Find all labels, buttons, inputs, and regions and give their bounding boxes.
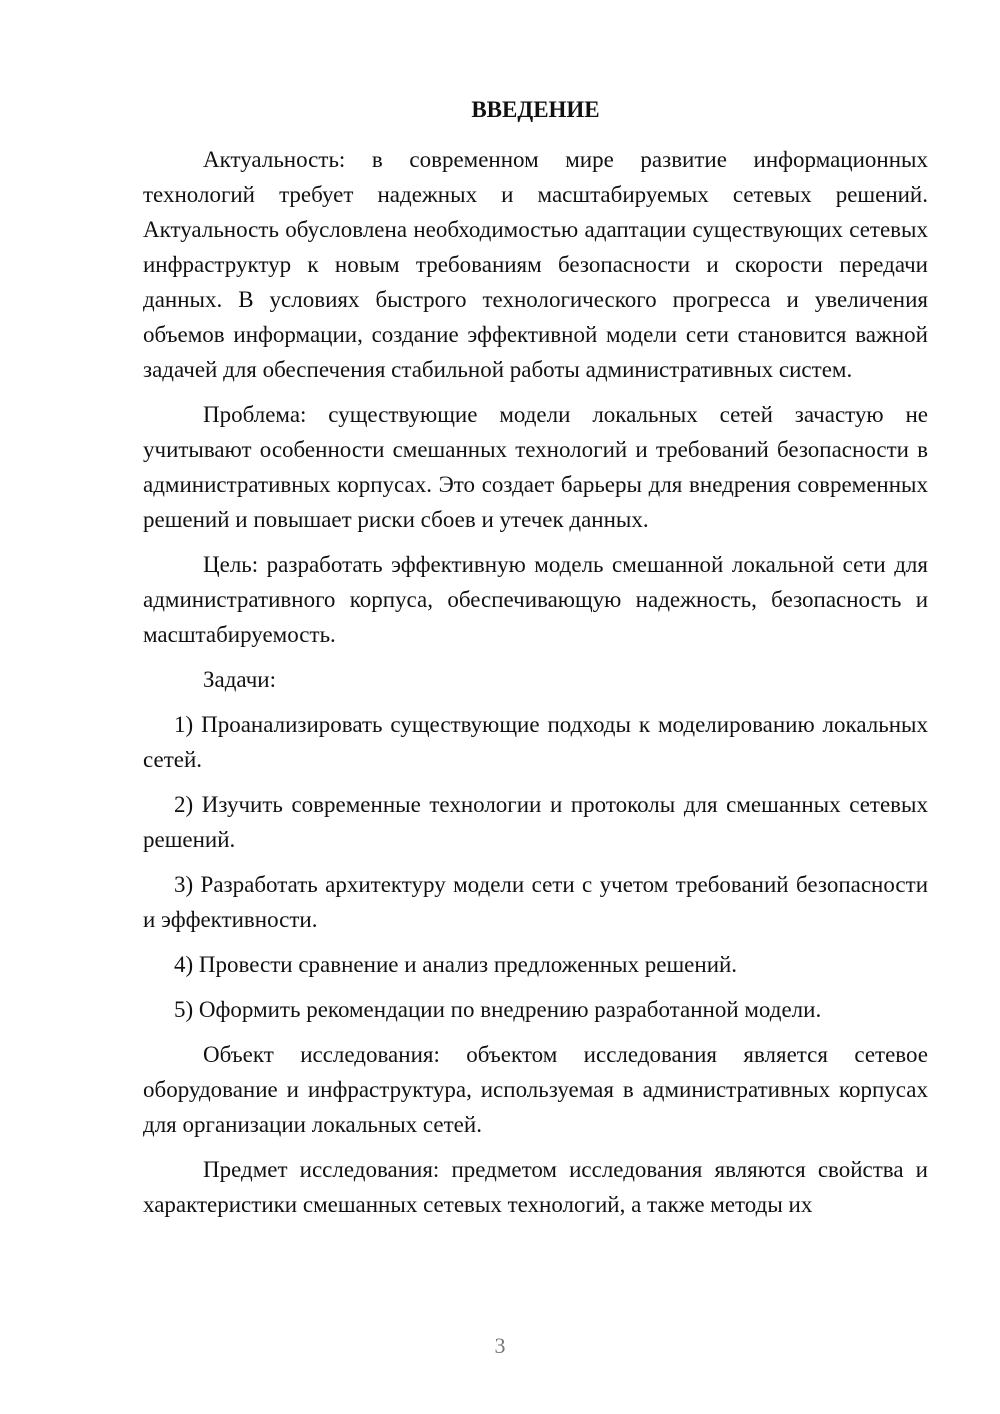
section-title: ВВЕДЕНИЕ — [471, 97, 600, 122]
document-body — [143, 94, 928, 1232]
goal-paragraph: Цель: разработать эффективную модель смешанной локальной сети для административного корпуса, обеспечивающую надежность, безопасность и масштабируемость. — [143, 552, 928, 647]
task-item-2: 2) Изучить современные технологии и протоколы для смешанных сетевых решений. — [143, 792, 928, 852]
subject-paragraph: Предмет исследования: предметом исследования являются свойства и характеристики смешанных сетевых технологий, а также методы их — [143, 1157, 928, 1217]
object-paragraph: Объект исследования: объектом исследования является сетевое оборудование и инфраструктура, используемая в административных корпусах для организации локальных сетей. — [143, 1042, 928, 1137]
task-item-5: 5) Оформить рекомендации по внедрению разработанной модели. — [174, 997, 822, 1022]
task-item-3: 3) Разработать архитектуру модели сети с учетом требований безопасности и эффективности. — [143, 872, 928, 932]
task-item-1: 1) Проанализировать существующие подходы к моделированию локальных сетей. — [143, 712, 928, 772]
page-number: 3 — [494, 1333, 506, 1358]
tasks-label: Задачи: — [203, 667, 276, 692]
task-item-4: 4) Провести сравнение и анализ предложенных решений. — [174, 952, 738, 977]
relevance-paragraph: Актуальность: в современном мире развитие информационных технологий требует надежных и масштабируемых сетевых решений. Актуальность обусловлена необходимостью адаптации существующих сетевых инфраструктур к новым требованиям безопасности и скорости передачи данных. В условиях быстрого технологического прогресса и увеличения объемов информации, создание эффективной модели сети становится важной задачей для обеспечения стабильной работы административных систем. — [143, 147, 928, 382]
problem-paragraph: Проблема: существующие модели локальных сетей зачастую не учитывают особенности смешанных технологий и требований безопасности в административных корпусах. Это создает барьеры для внедрения современных решений и повышает риски сбоев и утечек данных. — [143, 402, 928, 532]
